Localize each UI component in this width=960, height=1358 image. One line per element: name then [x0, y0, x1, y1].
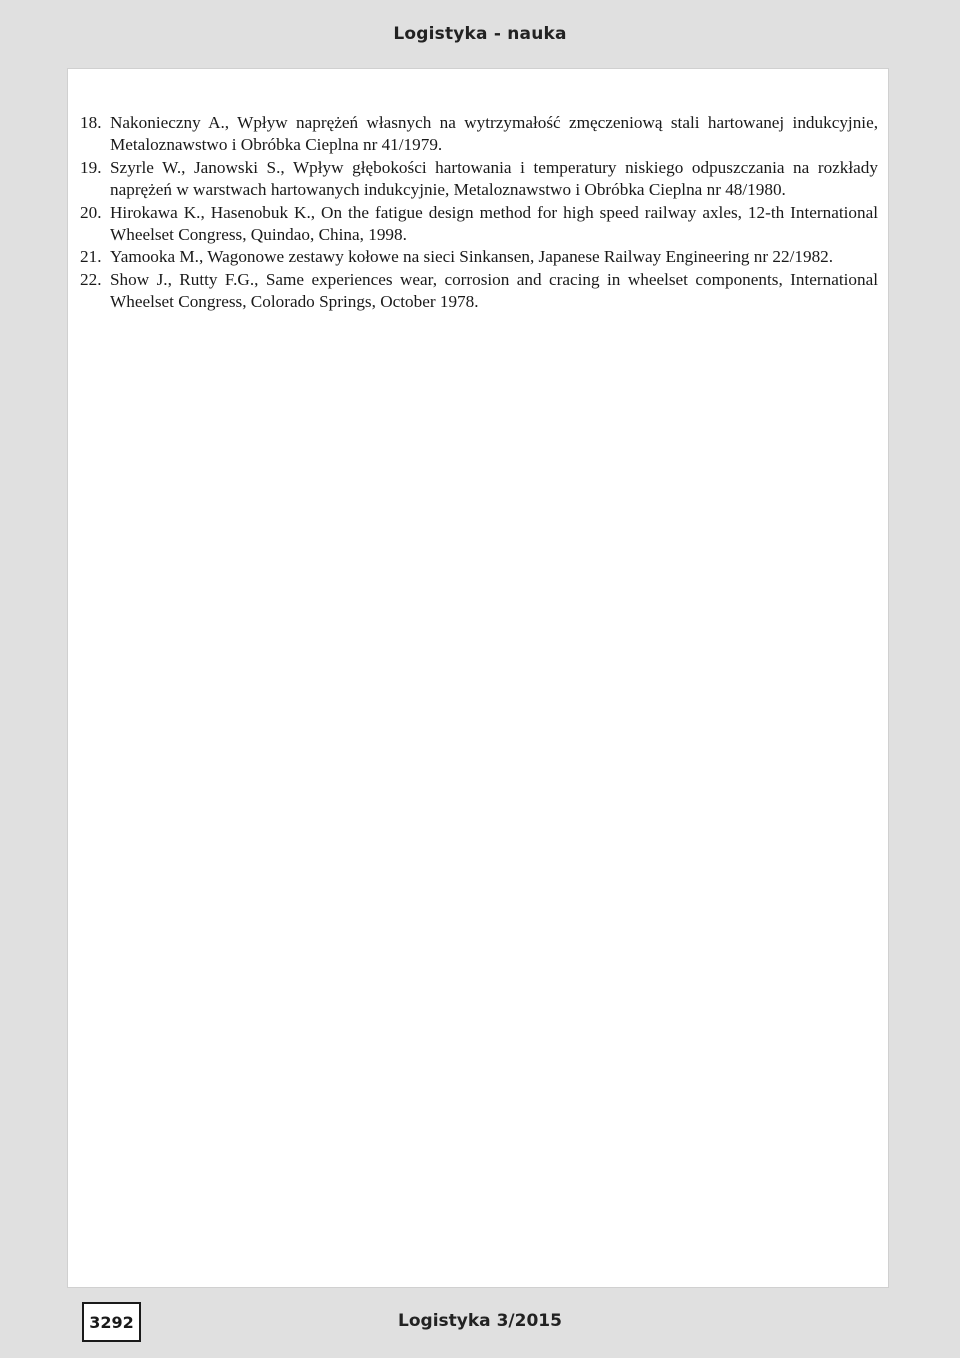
reference-text: Hirokawa K., Hasenobuk K., On the fatigue design method for high speed railway axles, 12-th International Wheelset Congress, Quindao, China, 1998. [110, 202, 878, 245]
reference-item [80, 157, 878, 202]
journal-issue: Logistyka 3/2015 [398, 1311, 562, 1331]
reference-text: Nakonieczny A., Wpływ naprężeń własnych na wytrzymałość zmęczeniową stali hartowanej indukcyjnie, Metaloznawstwo i Obróbka Cieplna nr 41/1979. [110, 113, 878, 155]
reference-number: 21. [80, 247, 102, 267]
running-header: Logistyka - nauka [393, 24, 567, 44]
page-number: 3292 [89, 1312, 134, 1332]
reference-item [80, 269, 878, 314]
reference-number: 18. [80, 113, 102, 132]
reference-text: Szyrle W., Janowski S., Wpływ głębokości hartowania i temperatury niskiego odpuszczania na rozkłady naprężeń w warstwach hartowanych indukcyjnie, Metaloznawstwo i Obróbka Cieplna nr 48/1980. [110, 157, 878, 200]
reference-number: 22. [80, 269, 102, 289]
reference-item [80, 112, 878, 157]
reference-text: Show J., Rutty F.G., Same experiences wear, corrosion and cracing in wheelset components, International Wheelset Congress, Colorado Springs, October 1978. [110, 269, 878, 312]
reference-item [80, 202, 878, 247]
reference-list [80, 112, 878, 314]
reference-text: Yamooka M., Wagonowe zestawy kołowe na sieci Sinkansen, Japanese Railway Engineering nr 22/1982. [110, 247, 834, 267]
reference-number: 20. [80, 202, 102, 222]
reference-number: 19. [80, 157, 102, 177]
reference-item [80, 246, 878, 268]
